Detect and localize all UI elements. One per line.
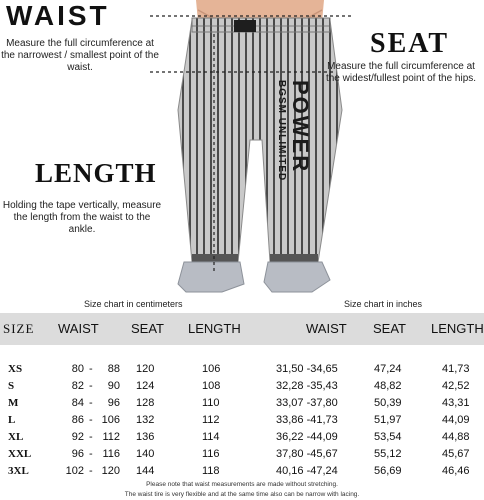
seat-cm: 128 xyxy=(136,397,155,409)
waist-cm-max: 96 xyxy=(107,397,120,409)
caption-inches: Size chart in inches xyxy=(344,299,423,309)
seat-cm: 124 xyxy=(136,380,155,392)
seat-in: 53,54 xyxy=(374,431,402,443)
waist-cm-max: 88 xyxy=(107,363,120,375)
table-row xyxy=(0,414,484,432)
seat-in: 51,97 xyxy=(374,414,402,426)
waist-cm-max: 106 xyxy=(101,414,120,426)
seat-cm: 144 xyxy=(136,465,155,477)
waist-cm-min: 92 xyxy=(71,431,84,443)
shoes xyxy=(178,262,330,292)
table-row xyxy=(0,363,484,381)
waist-cm-max: 112 xyxy=(102,431,120,443)
size-label: XXL xyxy=(8,448,32,460)
length-in: 43,31 xyxy=(442,397,470,409)
length-cm: 108 xyxy=(202,380,221,392)
header-seat-cm: SEAT xyxy=(131,321,164,336)
waist-in: 32,28 -35,43 xyxy=(276,380,338,392)
length-in: 44,88 xyxy=(442,431,470,443)
length-cm: 118 xyxy=(202,465,220,477)
waist-in: 40,16 -47,24 xyxy=(276,465,338,477)
length-in: 44,09 xyxy=(442,414,470,426)
header-length-cm: LENGTH xyxy=(188,321,241,336)
length-cm: 112 xyxy=(202,414,220,426)
waist-in: 31,50 -34,65 xyxy=(276,363,338,375)
size-label: S xyxy=(8,380,15,392)
length-cm: 116 xyxy=(202,448,220,460)
range-dash: - xyxy=(89,380,93,392)
pants-print-power: POWER xyxy=(288,80,313,174)
length-in: 41,73 xyxy=(442,363,470,375)
footnote-waist-measurement: Please note that waist measurements are made without stretching. xyxy=(146,481,338,488)
waist-cm-min: 80 xyxy=(71,363,84,375)
seat-in: 50,39 xyxy=(374,397,402,409)
header-waist-in: WAIST xyxy=(306,321,347,336)
waist-in: 33,07 -37,80 xyxy=(276,397,338,409)
waist-title: WAIST xyxy=(6,0,110,31)
size-label: M xyxy=(8,397,19,409)
length-in: 42,52 xyxy=(442,380,470,392)
table-row xyxy=(0,397,484,415)
seat-in: 56,69 xyxy=(374,465,402,477)
size-label: 3XL xyxy=(8,465,29,477)
range-dash: - xyxy=(89,431,93,443)
seat-cm: 132 xyxy=(136,414,155,426)
length-cm: 110 xyxy=(202,397,220,409)
waist-cm-max: 116 xyxy=(102,448,120,460)
seat-cm: 136 xyxy=(136,431,155,443)
footnote-waist-flexibility: The waist tire is very flexible and at the same time also can be narrow with lacing. xyxy=(124,491,360,498)
length-in: 46,46 xyxy=(442,465,470,477)
header-size: SIZE xyxy=(3,321,35,336)
waist-cm-min: 96 xyxy=(71,448,84,460)
range-dash: - xyxy=(89,414,93,426)
seat-title: SEAT xyxy=(370,28,450,59)
range-dash: - xyxy=(89,465,93,477)
size-label: XL xyxy=(8,431,24,443)
length-title: LENGTH xyxy=(35,158,157,188)
length-cm: 114 xyxy=(202,431,220,443)
seat-cm: 140 xyxy=(136,448,155,460)
pants-print-brand: BGSM UNLIMITED xyxy=(276,80,287,182)
waist-in: 33,86 -41,73 xyxy=(276,414,338,426)
length-in: 45,67 xyxy=(442,448,470,460)
header-seat-in: SEAT xyxy=(373,321,406,336)
waist-cm-min: 86 xyxy=(71,414,84,426)
seat-in: 55,12 xyxy=(374,448,402,460)
waist-cm-max: 120 xyxy=(101,465,120,477)
seat-in: 47,24 xyxy=(374,363,402,375)
waist-description: Measure the full circumference at the narrowest / smallest point of the waist. xyxy=(1,38,159,73)
header-waist-cm: WAIST xyxy=(58,321,99,336)
seat-in: 48,82 xyxy=(374,380,402,392)
range-dash: - xyxy=(89,397,93,409)
size-label: L xyxy=(8,414,16,426)
table-row xyxy=(0,448,484,466)
waist-in: 37,80 -45,67 xyxy=(276,448,338,460)
waist-cm-min: 84 xyxy=(71,397,84,409)
waist-cm-min: 102 xyxy=(65,465,84,477)
header-length-in: LENGTH xyxy=(431,321,484,336)
table-row xyxy=(0,431,484,449)
caption-centimeters: Size chart in centimeters xyxy=(84,299,183,309)
length-description: Holding the tape vertically, measure the length from the waist to the ankle. xyxy=(2,200,162,235)
brand-patch-icon xyxy=(234,20,256,32)
table-row xyxy=(0,380,484,398)
seat-description: Measure the full circumference at the widest/fullest point of the hips. xyxy=(325,61,477,84)
pants xyxy=(178,18,342,264)
size-label: XS xyxy=(8,363,23,375)
seat-cm: 120 xyxy=(136,363,155,375)
length-cm: 106 xyxy=(202,363,221,375)
range-dash: - xyxy=(89,448,93,460)
waist-cm-min: 82 xyxy=(71,380,84,392)
range-dash: - xyxy=(89,363,93,375)
waist-cm-max: 90 xyxy=(107,380,120,392)
waist-in: 36,22 -44,09 xyxy=(276,431,338,443)
